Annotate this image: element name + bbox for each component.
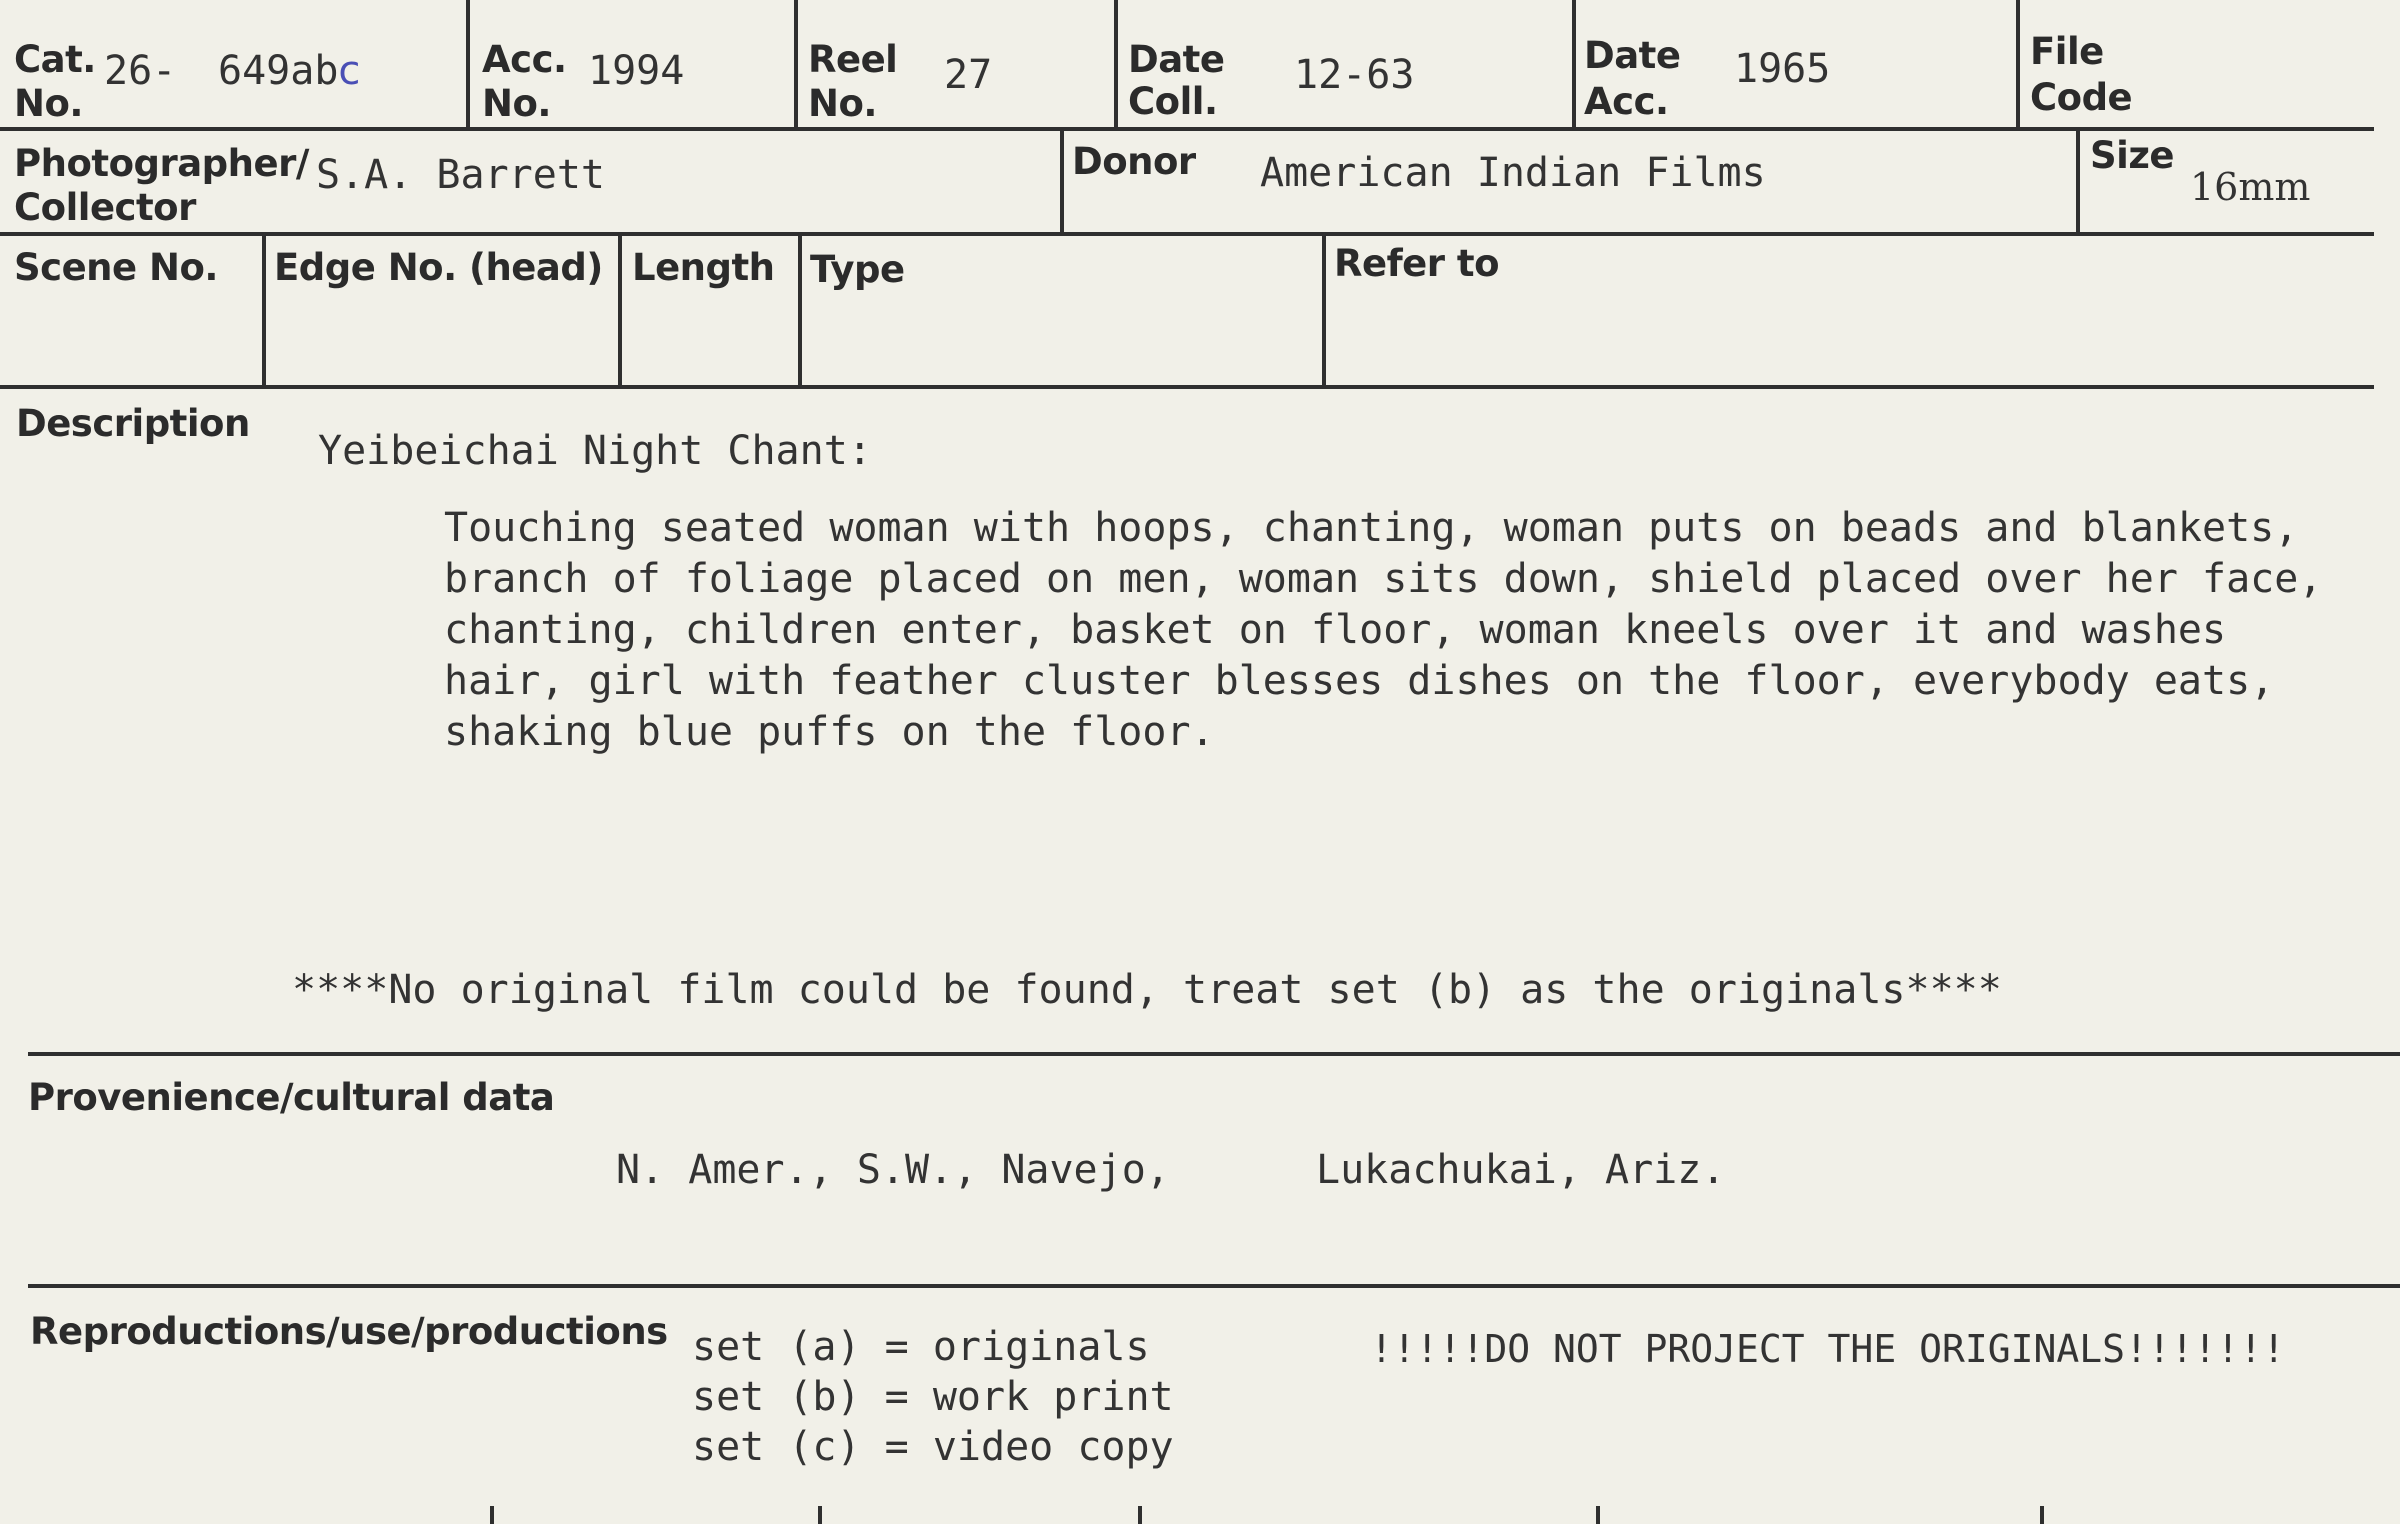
divider-acc-reel (794, 0, 798, 130)
acc-no-value: 1994 (588, 48, 685, 94)
date-coll-label: Date (1128, 38, 1225, 81)
description-line: Touching seated woman with hoops, chanting, woman puts on beads and blankets, (444, 505, 2299, 551)
type-label: Type (810, 248, 905, 291)
rule-description-bottom (28, 1052, 2400, 1056)
reproduction-set-item: set (c) = video copy (692, 1424, 1174, 1470)
photographer-label: Photographer/ (14, 142, 309, 185)
photographer-value: S.A. Barrett (316, 152, 605, 198)
rule-provenience-bottom (28, 1284, 2400, 1288)
rule-row3-bottom (0, 385, 2374, 389)
photographer-label-2: Collector (14, 186, 196, 229)
description-line: branch of foliage placed on men, woman sits down, shield placed over her face, (444, 556, 2323, 602)
date-acc-label-2: Acc. (1584, 80, 1669, 123)
originals-note: ****No original film could be found, treat set (b) as the originals**** (292, 967, 2002, 1013)
reproductions-label: Reproductions/use/productions (30, 1310, 668, 1353)
reel-no-value: 27 (944, 52, 993, 98)
acc-no-label: Acc. (482, 38, 567, 81)
date-acc-value: 1965 (1734, 46, 1831, 92)
file-code-label-2: Code (2030, 76, 2133, 119)
projection-warning: !!!!!DO NOT PROJECT THE ORIGINALS!!!!!!! (1370, 1327, 2286, 1371)
date-acc-label: Date (1584, 34, 1681, 77)
refer-to-label: Refer to (1334, 242, 1500, 285)
divider-edge-length (618, 235, 622, 388)
reproduction-set-item: set (b) = work print (692, 1374, 1174, 1420)
description-line: hair, girl with feather cluster blesses dishes on the floor, everybody eats, (444, 658, 2275, 704)
divider-length-type (798, 235, 802, 388)
bottom-tick (1596, 1506, 1600, 1524)
description-line: chanting, children enter, basket on floor, woman kneels over it and washes (444, 607, 2227, 653)
divider-reel-datecoll (1114, 0, 1118, 130)
provenience-region: N. Amer., S.W., Navejo, (616, 1147, 1170, 1193)
bottom-tick (818, 1506, 822, 1524)
length-label: Length (632, 246, 775, 289)
divider-datecoll-dateacc (1572, 0, 1576, 130)
divider-cat-acc (466, 0, 470, 130)
cat-no-label: Cat. (14, 38, 96, 81)
edge-no-label: Edge No. (head) (274, 246, 603, 289)
divider-type-refer (1322, 235, 1326, 388)
cat-no-label-2: No. (14, 82, 83, 125)
bottom-tick (2040, 1506, 2044, 1524)
bottom-tick (1138, 1506, 1142, 1524)
divider-photographer-donor (1060, 130, 1064, 235)
acc-no-label-2: No. (482, 82, 551, 125)
reproduction-set-item: set (a) = originals (692, 1324, 1150, 1370)
provenience-place: Lukachukai, Ariz. (1316, 1147, 1726, 1193)
cat-no-handwritten-suffix: c (338, 48, 361, 94)
cat-no-prefix: 26- (104, 48, 177, 94)
size-value: 16mm (2190, 165, 2311, 209)
reel-no-label: Reel (808, 38, 898, 81)
date-coll-label-2: Coll. (1128, 80, 1218, 123)
rule-row2-bottom (0, 232, 2374, 236)
divider-donor-size (2076, 130, 2080, 235)
description-title: Yeibeichai Night Chant: (318, 428, 872, 474)
size-label: Size (2090, 134, 2174, 177)
donor-label: Donor (1072, 140, 1196, 183)
scene-no-label: Scene No. (14, 246, 218, 289)
description-label: Description (16, 402, 250, 445)
description-line: shaking blue puffs on the floor. (444, 709, 1215, 755)
date-coll-value: 12-63 (1294, 52, 1415, 98)
divider-scene-edge (262, 235, 266, 388)
cat-no-value: 649abc (218, 48, 361, 94)
provenience-label: Provenience/cultural data (28, 1076, 555, 1119)
donor-value: American Indian Films (1260, 150, 1766, 196)
file-code-label: File (2030, 30, 2104, 73)
reel-no-label-2: No. (808, 82, 877, 125)
bottom-tick (490, 1506, 494, 1524)
divider-dateacc-file (2016, 0, 2020, 130)
